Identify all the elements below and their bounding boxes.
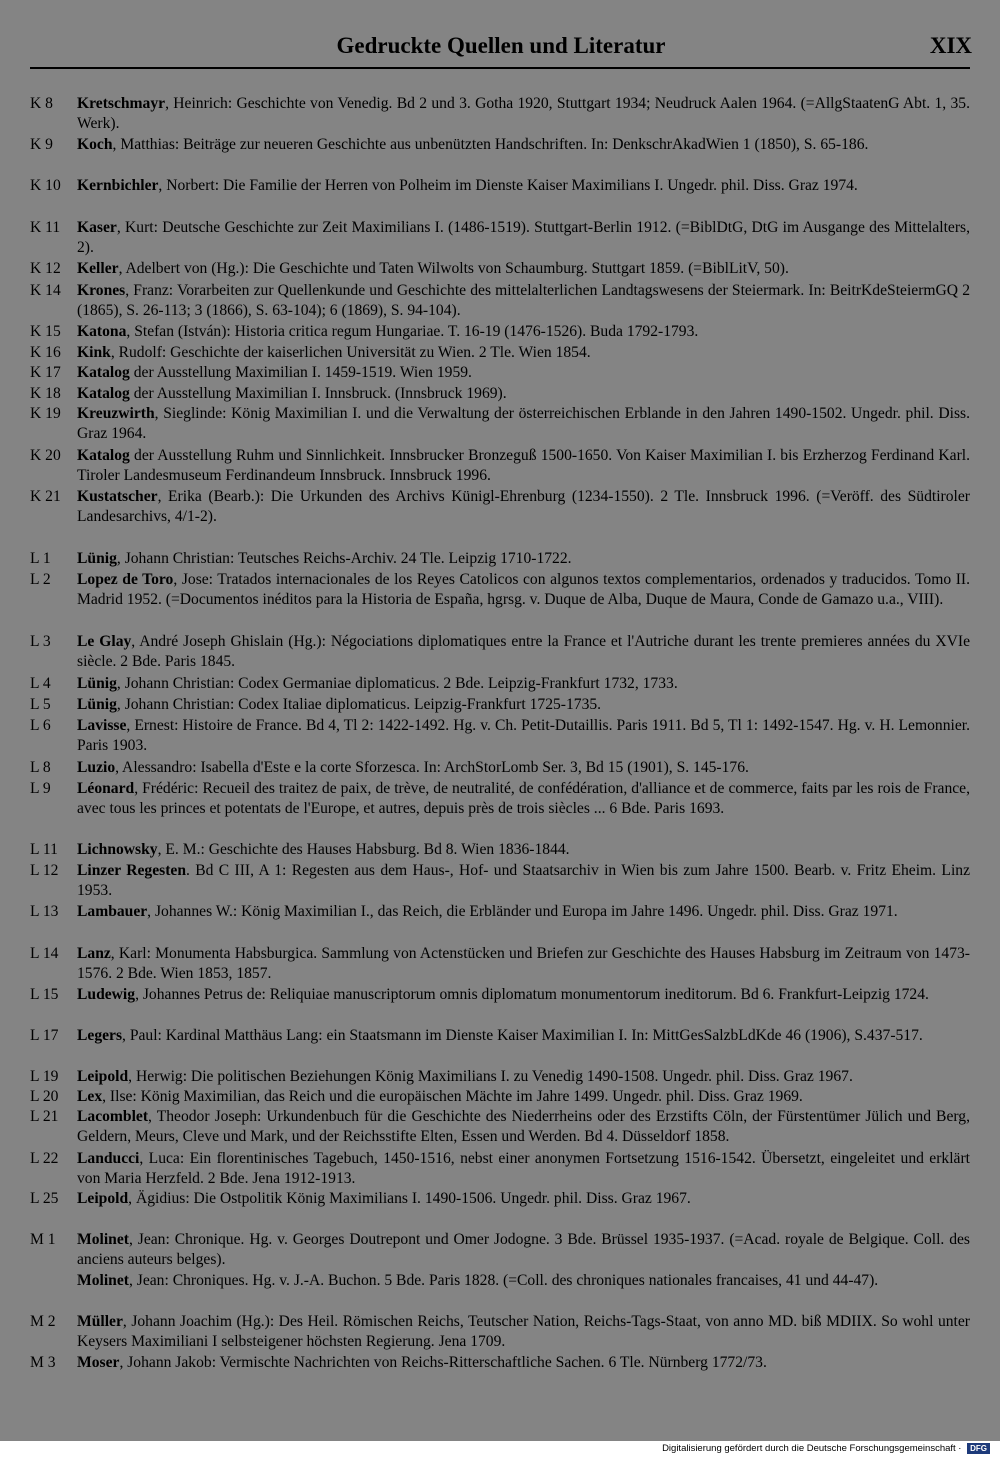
entry-text [77,384,970,404]
entry-text [77,281,970,322]
entry-siglum: L 14 [30,945,59,962]
entry-author: Molinet [77,1272,129,1289]
entry-author: Kreuzwirth [77,405,155,422]
entry-siglum: L 15 [30,986,59,1003]
entry-author: Krones [77,282,126,299]
entry-siglum: L 8 [30,759,51,776]
entry-text [77,1087,970,1107]
entry-text [77,446,970,487]
entry-author: Le Glay [77,633,132,650]
entry-author: Müller [77,1313,123,1330]
dfg-credit-footer [662,1443,990,1455]
entry-siglum: K 10 [30,177,61,194]
entry-author: Legers [77,1027,123,1044]
entry-text [77,570,970,611]
page-title: Gedruckte Quellen und Literatur [336,33,666,58]
entry-author: Leipold [77,1190,129,1207]
entry-citation: , Franz: Vorarbeiten zur Quellenkunde und Geschichte des mittelalterlichen Landtagswesens der Steiermark. In: BeitrKdeSteiermGQ 2 (1865), S. 26-113; 3 (1866), S. 63-104); 6 (1869), S. 94-104). [77,282,970,320]
entry-siglum: K 18 [30,385,61,402]
entry-siglum: M 3 [30,1354,56,1371]
running-header [30,33,972,67]
entry-citation: der Ausstellung Ruhm und Sinnlichkeit. Innsbrucker Bronzeguß 1500-1650. Von Kaiser Maximilian I. bis Erzherzog Ferdinand Karl. Tiroler Landesmuseum Ferdinandeum Innsbruck. Innsbruck 1996. [77,447,970,485]
entry-citation: , Jean: Chroniques. Hg. v. J.-A. Buchon. 5 Bde. Paris 1828. (=Coll. des chroniques nationales francaises, 41 und 44-47). [128,1272,879,1289]
entry-citation: , Jose: Tratados internacionales de los Reyes Catolicos con algunos textos complementarios, ordenados y traducidos. Tomo II. Madrid 1952. (=Documentos inéditos para la Historia de España, hgrsg. v. Duque de Alba, Duque de Maura, Conde de Gamazo u.a., VIII). [77,571,970,609]
entry-text [77,218,970,259]
entry-author: Katalog [77,385,130,402]
entry-author: Katalog [77,364,130,381]
entry-siglum: L 5 [30,696,51,713]
entry-text [77,985,970,1005]
entry-citation: , Luca: Ein florentinisches Tagebuch, 1450-1516, nebst einer anonymen Fortsetzung 1516-1542. Übersetzt, eingeleitet und erklärt von Maria Herzfeld. 2 Bde. Jena 1912-1913. [77,1150,970,1188]
entry-text [77,902,970,922]
entry-author: Léonard [77,780,135,797]
entry-text [77,674,970,694]
entry-author: Kink [77,344,111,361]
entry-siglum: L 6 [30,717,51,734]
entry-text [77,404,970,445]
entry-author: Luzio [77,759,116,776]
entry-citation: , Stefan (István): Historia critica regum Hungariae. T. 16-19 (1476-1526). Buda 1792-1793. [126,323,699,340]
entry-text [77,1271,970,1291]
entry-citation: . Bd C III, A 1: Regesten aus dem Haus-, Hof- und Staatsarchiv in Wien bis zum Jahre 1500. Bearb. v. Fritz Eheim. Linz 1953. [77,862,970,900]
entry-siglum: L 20 [30,1088,59,1105]
entry-siglum: L 3 [30,633,51,650]
entry-citation: , Ilse: König Maximilian, das Reich und die europäischen Mächte im Jahre 1499. Ungedr. phil. Diss. Graz 1969. [102,1088,803,1105]
entry-author: Kretschmayr [77,95,166,112]
entry-author: Leipold [77,1068,129,1085]
entry-siglum: L 25 [30,1190,59,1207]
entry-author: Lopez de Toro [77,571,174,588]
entry-text [77,1067,970,1087]
entry-author: Lanz [77,945,111,962]
entry-citation: , Herwig: Die politischen Beziehungen König Maximilians I. zu Venedig 1490-1508. Ungedr. phil. Diss. Graz 1967. [128,1068,853,1085]
entry-text [77,840,970,860]
entry-siglum: K 12 [30,260,61,277]
entry-author: Lambauer [77,903,148,920]
entry-author: Lünig [77,675,117,692]
entry-citation: , Johann Christian: Teutsches Reichs-Archiv. 24 Tle. Leipzig 1710-1722. [116,550,572,567]
entry-citation: , Adelbert von (Hg.): Die Geschichte und Taten Wilwolts von Schaumburg. Stuttgart 1859. (=BiblLitV, 50). [118,260,789,277]
entry-text [77,259,970,279]
entry-siglum: L 2 [30,571,51,588]
entry-citation: , Paul: Kardinal Matthäus Lang: ein Staatsmann im Dienste Kaiser Maximilian I. In: MittGesSalzbLdKde 46 (1906), S.437-517. [122,1027,923,1044]
entry-citation: , Frédéric: Recueil des traitez de paix, de trève, de neutralité, de confédération, d'alliance et de commerce, faits par les rois de France, avec tous les princes et potentats de l'Europe, et autres, depuis près de trois siècles ... 6 Bde. Paris 1693. [77,780,970,818]
entry-siglum: K 17 [30,364,61,381]
entry-siglum: L 12 [30,862,59,879]
entry-citation: , Alessandro: Isabella d'Este e la corte Sforzesca. In: ArchStorLomb Ser. 3, Bd 15 (1901), S. 145-176. [115,759,749,776]
entry-text [77,779,970,820]
entry-author: Kernbichler [77,177,159,194]
entry-text [77,176,970,196]
entry-citation: , Theodor Joseph: Urkundenbuch für die Geschichte des Niederrheins oder des Erzstifts Cöln, der Fürstentümer Jülich und Berg, Geldern, Meurs, Cleve und Mark, und der Reichsstifte Elten, Essen und Werden. Bd 4. Düsseldorf 1858. [77,1108,970,1146]
entry-text [77,861,970,902]
entry-author: Lacomblet [77,1108,149,1125]
entry-text [77,716,970,757]
entry-siglum: L 22 [30,1150,59,1167]
entry-citation: , Ernest: Histoire de France. Bd 4, Tl 2: 1422-1492. Hg. v. Ch. Petit-Dutaillis. Paris 1911. Bd 5, Tl 1: 1492-1547. Hg. v. H. Lemonnier. Paris 1903. [77,717,970,755]
entry-text [77,1353,970,1373]
entry-author: Lex [77,1088,103,1105]
entry-citation: , Johann Jakob: Vermischte Nachrichten von Reichs-Ritterschaftliche Sachen. 6 Tle. Nürnberg 1772/73. [119,1354,767,1371]
entry-author: Katona [77,323,127,340]
entry-citation: , Johannes W.: König Maximilian I., das Reich, die Erbländer und Europa im Jahre 1496. Ungedr. phil. Diss. Graz 1971. [147,903,898,920]
entry-citation: , Erika (Bearb.): Die Urkunden des Archivs Künigl-Ehrenburg (1234-1550). 2 Tle. Innsbruck 1996. (=Veröff. des Südtiroler Landesarchivs, 4/1-2). [77,488,970,526]
entry-siglum: K 11 [30,219,61,236]
entry-citation: , Sieglinde: König Maximilian I. und die Verwaltung der österreichischen Erblande in den Jahren 1490-1502. Ungedr. phil. Diss. Graz 1964. [77,405,970,443]
entry-text [77,1312,970,1353]
entry-author: Lichnowsky [77,841,158,858]
entry-siglum: K 20 [30,447,61,464]
entry-siglum: M 2 [30,1313,56,1330]
entry-siglum: K 15 [30,323,61,340]
entry-citation: , André Joseph Ghislain (Hg.): Négociations diplomatiques entre la France et l'Autriche durant les trente premieres années du XVIe siècle. 2 Bde. Paris 1845. [77,633,970,671]
entry-text [77,343,970,363]
entry-siglum: K 16 [30,344,61,361]
entry-siglum: K 9 [30,136,53,153]
entry-author: Katalog [77,447,130,464]
entry-siglum: L 4 [30,675,51,692]
entry-text [77,944,970,985]
entry-text [77,1026,970,1046]
entry-author: Kaser [77,219,117,236]
page-number: XIX [929,33,972,58]
entry-siglum: L 13 [30,903,59,920]
entry-author: Linzer Regesten [77,862,186,879]
entry-siglum: L 9 [30,780,51,797]
entry-author: Lünig [77,550,117,567]
entry-siglum: L 1 [30,550,51,567]
entry-author: Keller [77,260,119,277]
entry-text [77,758,970,778]
entry-text [77,632,970,673]
entry-citation: der Ausstellung Maximilian I. Innsbruck. (Innsbruck 1969). [129,385,507,402]
entry-text [77,135,970,155]
entry-author: Molinet [77,1231,129,1248]
dfg-logo-icon: DFG [967,1443,990,1454]
entry-citation: , Kurt: Deutsche Geschichte zur Zeit Maximilians I. (1486-1519). Stuttgart-Berlin 1912. (=BiblDtG, DtG im Ausgange des Mittelalters, 2). [77,219,970,257]
entry-author: Koch [77,136,113,153]
entry-citation: , Matthias: Beiträge zur neueren Geschichte aus unbenützten Handschriften. In: DenkschrAkadWien 1 (1850), S. 65-186. [112,136,869,153]
entry-text [77,487,970,528]
entry-author: Lavisse [77,717,127,734]
entry-text [77,94,970,135]
entry-text [77,695,970,715]
entry-siglum: L 19 [30,1068,59,1085]
entry-siglum: K 8 [30,95,53,112]
entry-text [77,1189,970,1209]
header-rule [30,67,970,69]
entry-text [77,1149,970,1190]
entry-citation: , Karl: Monumenta Habsburgica. Sammlung von Actenstücken und Briefen zur Geschichte des Hauses Habsburg im Zeitraum von 1473-1576. 2 Bde. Wien 1853, 1857. [77,945,970,983]
entry-siglum: K 19 [30,405,61,422]
entry-citation: , Norbert: Die Familie der Herren von Polheim im Dienste Kaiser Maximilians I. Ungedr. phil. Diss. Graz 1974. [158,177,858,194]
entry-citation: , Johann Christian: Codex Germaniae diplomaticus. 2 Bde. Leipzig-Frankfurt 1732, 1733. [116,675,678,692]
entry-author: Landucci [77,1150,140,1167]
entry-siglum: L 21 [30,1108,59,1125]
entry-text [77,322,970,342]
entry-author: Ludewig [77,986,136,1003]
footer-text: Digitalisierung gefördert durch die Deutsche Forschungsgemeinschaft · [662,1443,962,1455]
entry-citation: , Johannes Petrus de: Reliquiae manuscriptorum omnis diplomatum monumentorum ineditorum. Bd 6. Frankfurt-Leipzig 1724. [135,986,929,1003]
entry-text [77,1107,970,1148]
entry-siglum: L 11 [30,841,58,858]
entry-text [77,1230,970,1271]
entry-citation: , Heinrich: Geschichte von Venedig. Bd 2 und 3. Gotha 1920, Stuttgart 1934; Neudruck Aalen 1964. (=AllgStaatenG Abt. 1, 35. Werk). [77,95,970,133]
entry-citation: , Johann Joachim (Hg.): Des Heil. Römischen Reichs, Teutscher Nation, Reichs-Tags-Staat, von anno MD. biß MDIIX. So wohl unter Keysers Maximiliani I selbsteigener höchsten Regierung. Jena 1709. [77,1313,970,1351]
entry-citation: , Johann Christian: Codex Italiae diplomaticus. Leipzig-Frankfurt 1725-1735. [116,696,602,713]
entry-siglum: M 1 [30,1231,56,1248]
entry-text [77,363,970,383]
entry-author: Kustatscher [77,488,158,505]
entry-citation: , Jean: Chronique. Hg. v. Georges Doutrepont und Omer Jodogne. 3 Bde. Brüssel 1935-1937. (=Acad. royale de Belgique. Coll. des anciens auteurs belges). [77,1231,970,1269]
entry-citation: , E. M.: Geschichte des Hauses Habsburg. Bd 8. Wien 1836-1844. [157,841,570,858]
entry-citation: , Ägidius: Die Ostpolitik König Maximilians I. 1490-1506. Ungedr. phil. Diss. Graz 1967. [128,1190,691,1207]
entry-siglum: K 21 [30,488,61,505]
entry-siglum: K 14 [30,282,61,299]
entry-citation: , Rudolf: Geschichte der kaiserlichen Universität zu Wien. 2 Tle. Wien 1854. [110,344,591,361]
entry-author: Lünig [77,696,117,713]
entry-citation: der Ausstellung Maximilian I. 1459-1519. Wien 1959. [129,364,472,381]
entry-siglum: L 17 [30,1027,59,1044]
entry-text [77,549,970,569]
entry-author: Moser [77,1354,120,1371]
